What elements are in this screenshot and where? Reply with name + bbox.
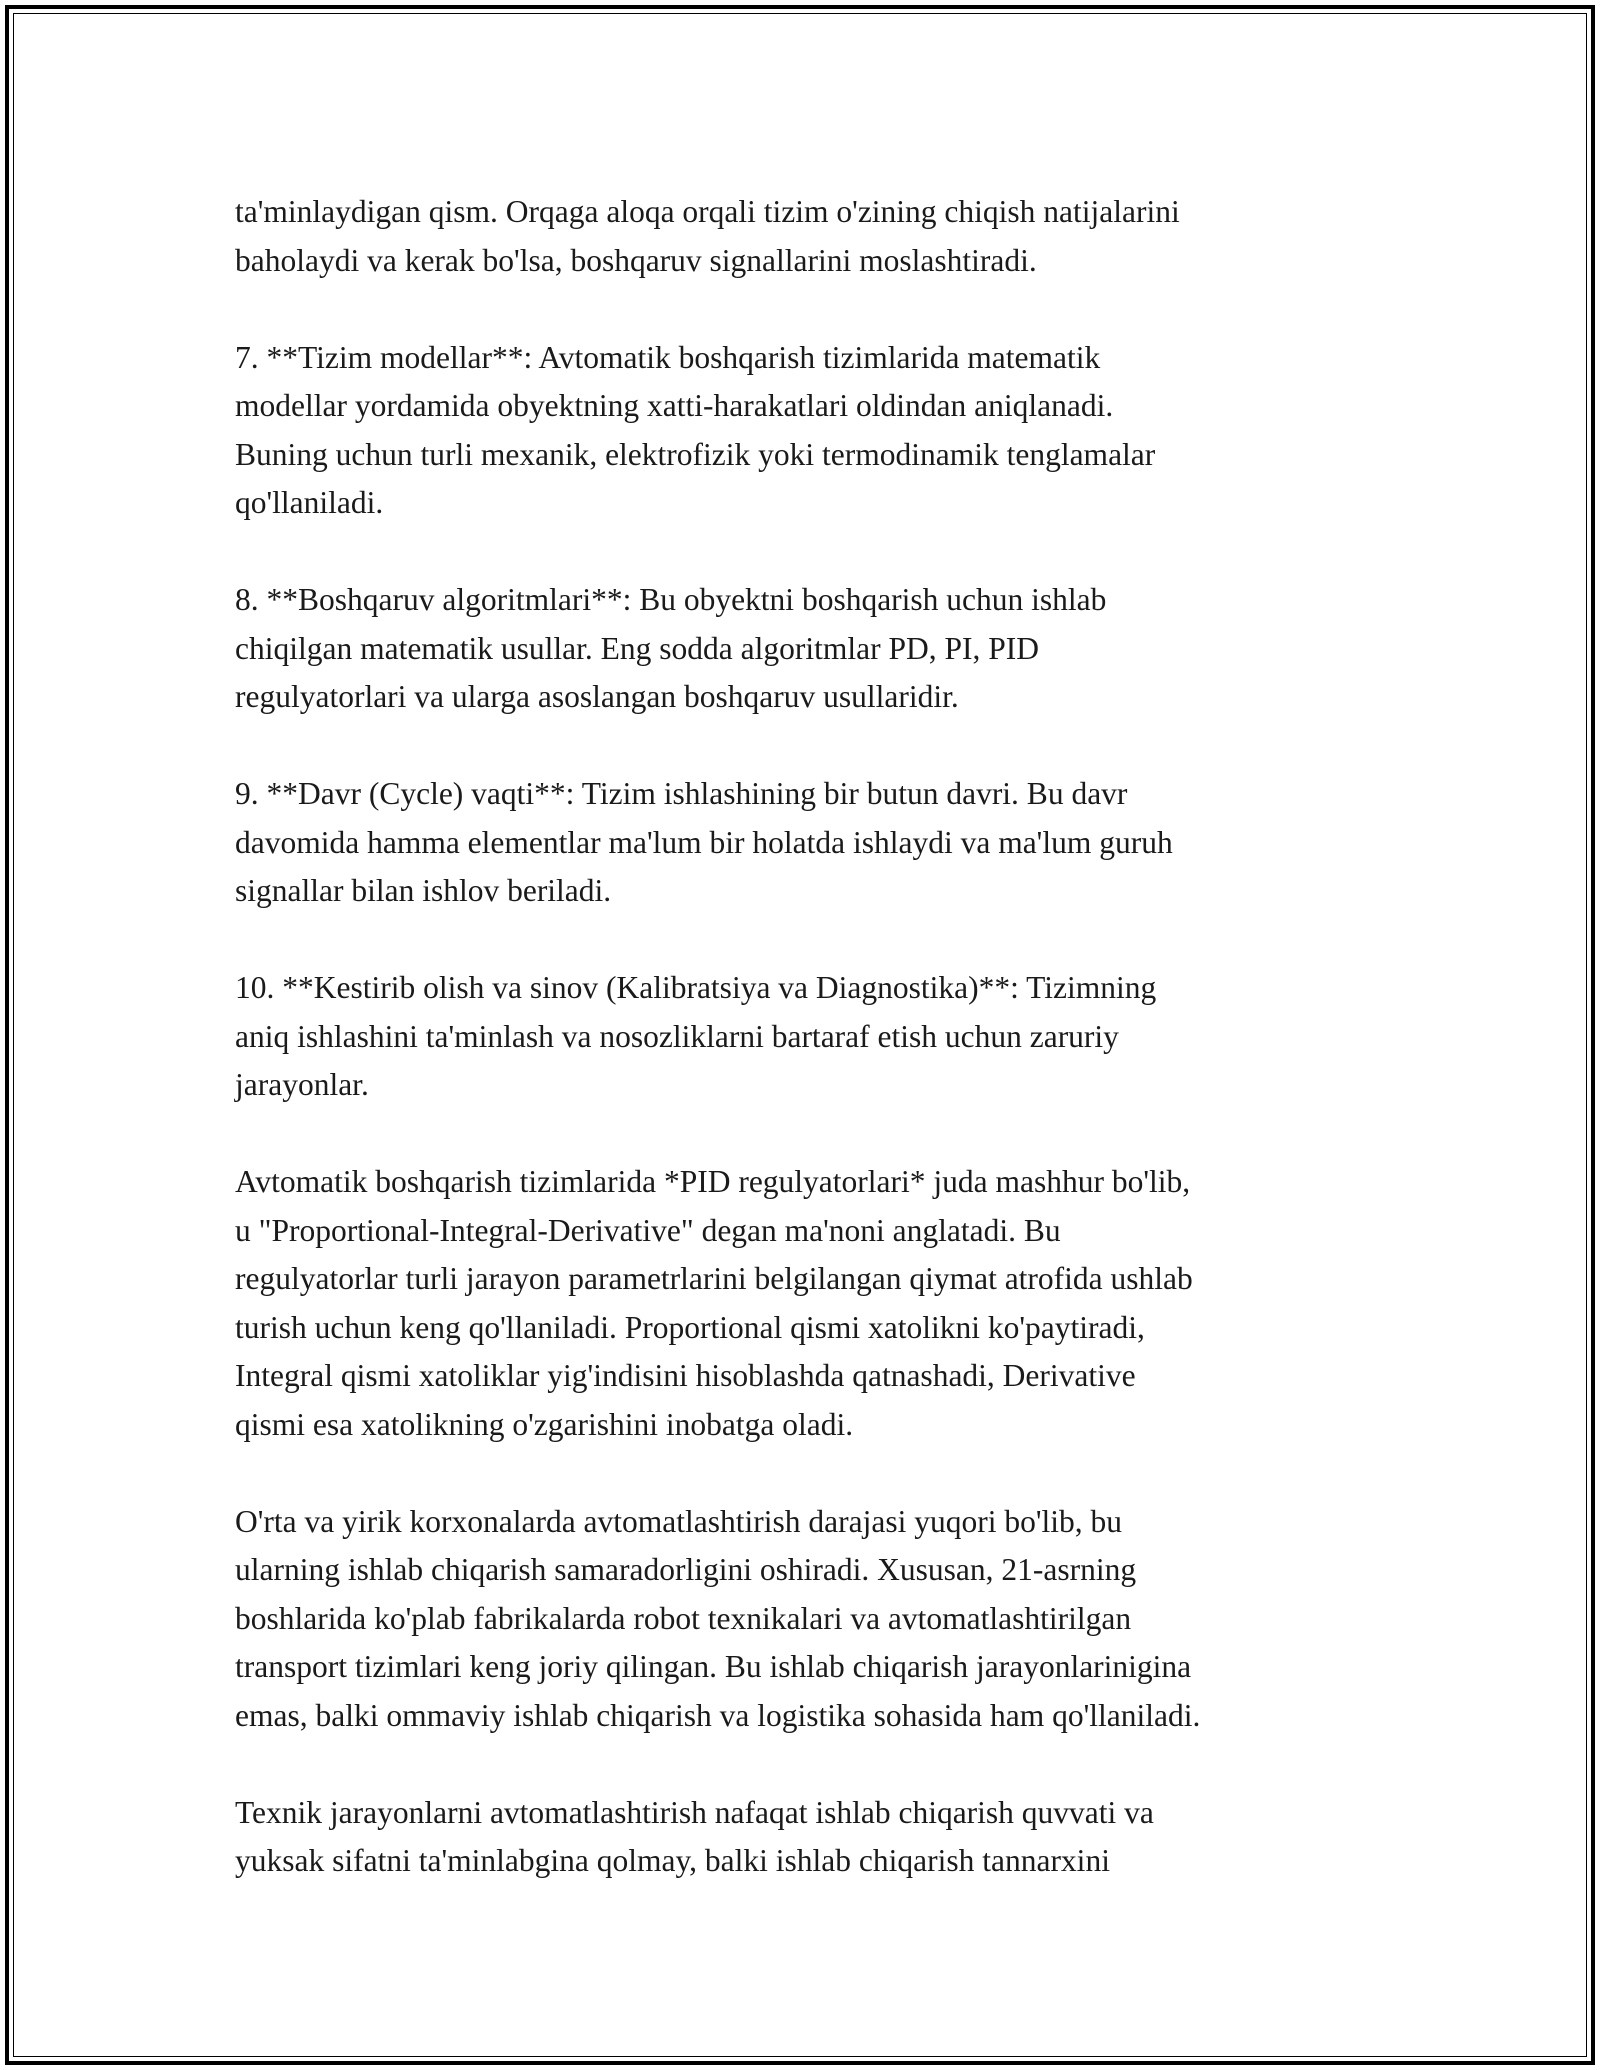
paragraph-item-7 — [235, 334, 1375, 528]
text-line: boshlarida ko'plab fabrikalarda robot texnikalari va avtomatlashtirilgan — [235, 1600, 1132, 1636]
text-line: baholaydi va kerak bo'lsa, boshqaruv signallarini moslashtiradi. — [235, 242, 1037, 278]
text-line: yuksak sifatni ta'minlabgina qolmay, balki ishlab chiqarish tannarxini — [235, 1843, 1110, 1878]
text-line: transport tizimlari keng joriy qilingan. Bu ishlab chiqarish jarayonlarinigina — [235, 1649, 1192, 1684]
text-line: Buning uchun turli mexanik, elektrofizik yoki termodinamik tenglamalar — [235, 436, 1156, 472]
text-line: regulyatorlari va ularga asoslangan boshqaruv usullaridir. — [235, 679, 959, 714]
text-line: regulyatorlar turli jarayon parametrlarini belgilangan qiymat atrofida ushlab — [235, 1261, 1193, 1296]
paragraph-technical-processes — [235, 1789, 1375, 1886]
document-body — [235, 188, 1375, 1886]
text-line: 7. **Tizim modellar**: Avtomatik boshqarish tizimlarida matematik — [235, 339, 1101, 375]
paragraph-item-8 — [235, 576, 1375, 722]
text-line: emas, balki ommaviy ishlab chiqarish va logistika sohasida ham qo'llaniladi. — [235, 1697, 1201, 1733]
text-line: 9. **Davr (Cycle) vaqti**: Tizim ishlashining bir butun davri. Bu davr — [235, 776, 1128, 811]
paragraph-enterprises — [235, 1498, 1375, 1741]
paragraph-item-10 — [235, 964, 1375, 1110]
text-line: davomida hamma elementlar ma'lum bir holatda ishlaydi va ma'lum guruh — [235, 824, 1173, 860]
text-line: 10. **Kestirib olish va sinov (Kalibratsiya va Diagnostika)**: Tizimning — [235, 970, 1157, 1005]
text-line: Texnik jarayonlarni avtomatlashtirish nafaqat ishlab chiqarish quvvati va — [235, 1794, 1154, 1830]
text-line: aniq ishlashini ta'minlash va nosozliklarni bartaraf etish uchun zaruriy — [235, 1018, 1119, 1054]
text-line: modellar yordamida obyektning xatti-harakatlari oldindan aniqlanadi. — [235, 388, 1114, 423]
paragraph-pid — [235, 1158, 1375, 1449]
text-line: Integral qismi xatoliklar yig'indisini hisoblashda qatnashadi, Derivative — [235, 1358, 1136, 1393]
text-line: ta'minlaydigan qism. Orqaga aloqa orqali tizim o'zining chiqish natijalarini — [235, 194, 1180, 229]
paragraph-feedback — [235, 188, 1375, 285]
text-line: u "Proportional-Integral-Derivative" degan ma'noni anglatadi. Bu — [235, 1212, 1061, 1248]
text-line: qismi esa xatolikning o'zgarishini inobatga oladi. — [235, 1406, 854, 1442]
text-line: chiqilgan matematik usullar. Eng sodda algoritmlar PD, PI, PID — [235, 630, 1040, 666]
paragraph-item-9 — [235, 770, 1375, 916]
text-line: O'rta va yirik korxonalarda avtomatlashtirish darajasi yuqori bo'lib, bu — [235, 1503, 1122, 1539]
text-line: jarayonlar. — [235, 1067, 369, 1102]
text-line: 8. **Boshqaruv algoritmlari**: Bu obyektni boshqarish uchun ishlab — [235, 582, 1107, 617]
text-line: qo'llaniladi. — [235, 485, 384, 520]
text-line: signallar bilan ishlov beriladi. — [235, 873, 612, 908]
text-line: Avtomatik boshqarish tizimlarida *PID regulyatorlari* juda mashhur bo'lib, — [235, 1164, 1191, 1199]
text-line: turish uchun keng qo'llaniladi. Proportional qismi xatolikni ko'paytiradi, — [235, 1309, 1145, 1345]
text-line: ularning ishlab chiqarish samaradorligini oshiradi. Xususan, 21-asrning — [235, 1552, 1137, 1587]
